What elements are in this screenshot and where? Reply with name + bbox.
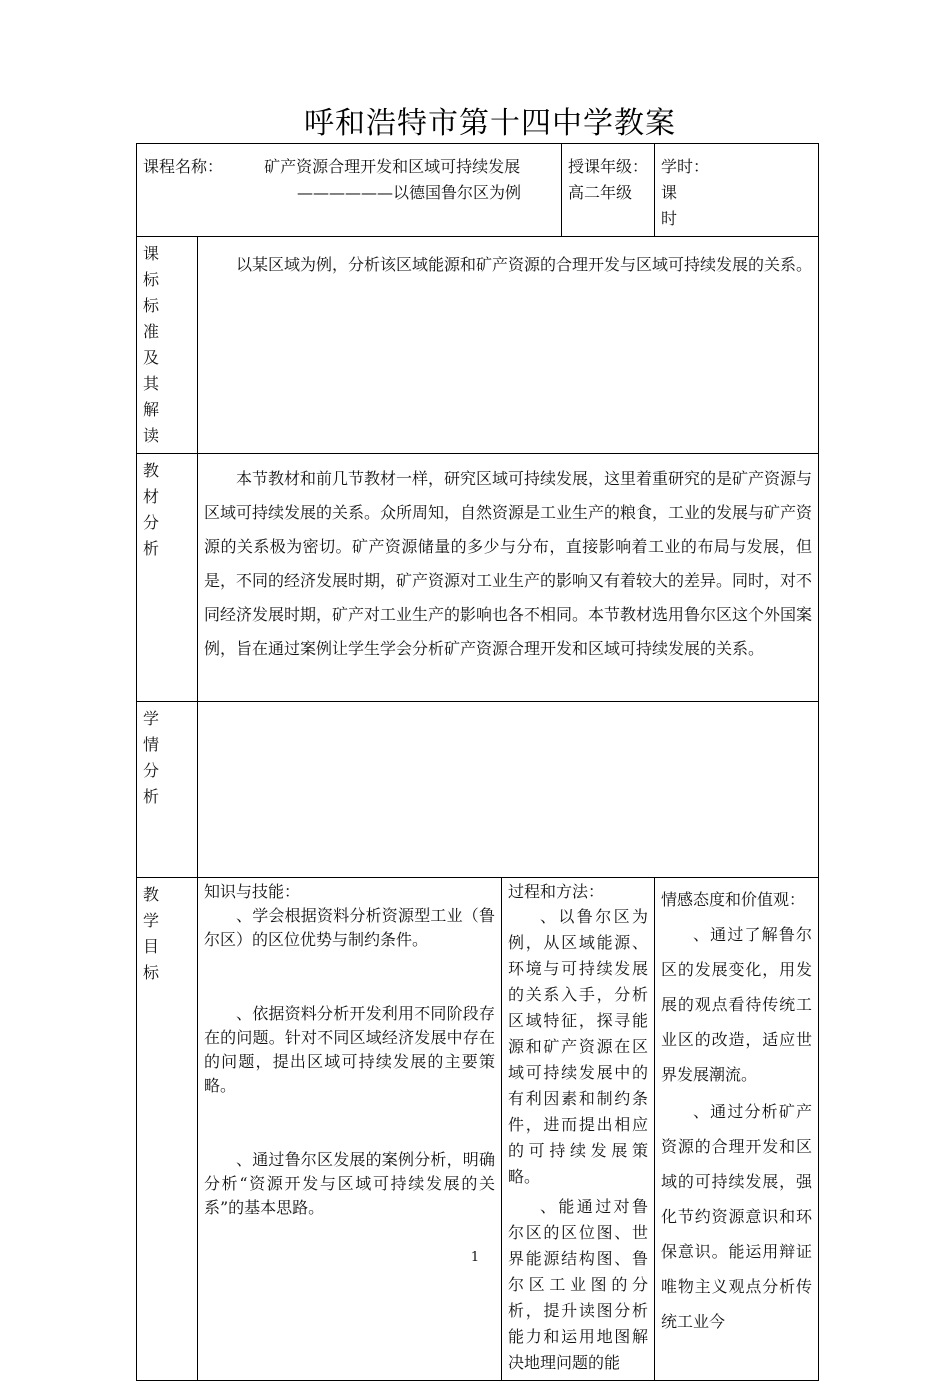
students-row: [137, 702, 819, 878]
hours-cell: [655, 144, 819, 237]
course-name-cell: [137, 144, 562, 237]
emotion-title: 情感态度和价值观：: [661, 890, 806, 909]
goals-row: [137, 878, 819, 1381]
knowledge-item-1: 、学会根据资料分析资源型工业（鲁尔区）的区位优势与制约条件。: [204, 906, 495, 949]
material-text: 本节教材和前几节教材一样，研究区域可持续发展，这里着重研究的是矿产资源与区域可持续发展的关系。众所周知，自然资源是工业生产的粮食，工业的发展与矿产资源的关系极为密切。矿产资源储量的多少与分布，直接影响着工业的布局与发展，但是，不同的经济发展时期，矿产资源对工业生产的影响又有着较大的差异。同时，对不同经济发展时期，矿产对工业生产的影响也各不相同。本节教材选用鲁尔区这个外国案例，旨在通过案例让学生学会分析矿产资源合理开发和区域可持续发展的关系。: [204, 469, 813, 658]
process-item-1: 、以鲁尔区为例，从区域能源、环境与可持续发展的关系入手，分析区域特征，探寻能源和矿产资源在区域可持续发展中的有利因素和制约条件，进而提出相应的可持续发展策略。: [508, 907, 649, 1186]
course-name: 矿产资源合理开发和区域可持续发展: [264, 157, 521, 176]
knowledge-title: 知识与技能：: [204, 882, 301, 901]
knowledge-cell: [198, 878, 502, 1381]
grade-label: 授课年级：高二年级: [568, 157, 649, 202]
emotion-item-2: 、通过分析矿产资源的合理开发和区域的可持续发展，强化节约资源意识和环保意识。能运用辩证唯物主义观点分析传统工业今: [661, 1102, 813, 1331]
process-title: 过程和方法：: [508, 882, 605, 901]
hours-label: 学时：: [661, 157, 710, 176]
lesson-plan-table: [136, 143, 819, 1381]
students-cell: [198, 702, 819, 878]
students-label: 学情分析: [137, 702, 198, 878]
standard-label: 课标标准及其解读: [137, 237, 198, 454]
knowledge-item-2: 、依据资料分析开发利用不同阶段存在的问题。针对不同区域经济发展中存在的问题，提出区域可持续发展的主要策略。: [204, 1004, 495, 1095]
course-subtitle: ——————以德国鲁尔区为例: [297, 183, 522, 202]
standard-text: 以某区域为例，分析该区域能源和矿产资源的合理开发与区域可持续发展的关系。: [236, 255, 813, 274]
material-label: 教材分析: [137, 454, 198, 702]
page-number: 1: [470, 1250, 480, 1265]
standard-cell: [198, 237, 819, 454]
goals-label: 教学目标: [137, 878, 198, 1381]
hours-unit: 课时: [661, 183, 730, 228]
emotion-item-1: 、通过了解鲁尔区的发展变化，用发展的观点看待传统工业区的改造，适应世界发展潮流。: [661, 925, 813, 1084]
material-cell: [198, 454, 819, 702]
material-row: [137, 454, 819, 702]
process-item-2: 、能通过对鲁尔区的区位图、世界能源结构图、鲁尔区工业图的分析，提升读图分析能力和运用地图解决地理问题的能: [508, 1197, 649, 1372]
emotion-cell: [655, 878, 819, 1381]
header-row: [137, 144, 819, 237]
course-label: 课程名称：: [143, 157, 224, 176]
process-cell: [502, 878, 655, 1381]
page-title: 呼和浩特市第十四中学教案: [304, 106, 676, 141]
grade-cell: [562, 144, 655, 237]
standard-row: [137, 237, 819, 454]
knowledge-item-3: 、通过鲁尔区发展的案例分析，明确分析“资源开发与区域可持续发展的关系”的基本思路。: [204, 1150, 495, 1217]
